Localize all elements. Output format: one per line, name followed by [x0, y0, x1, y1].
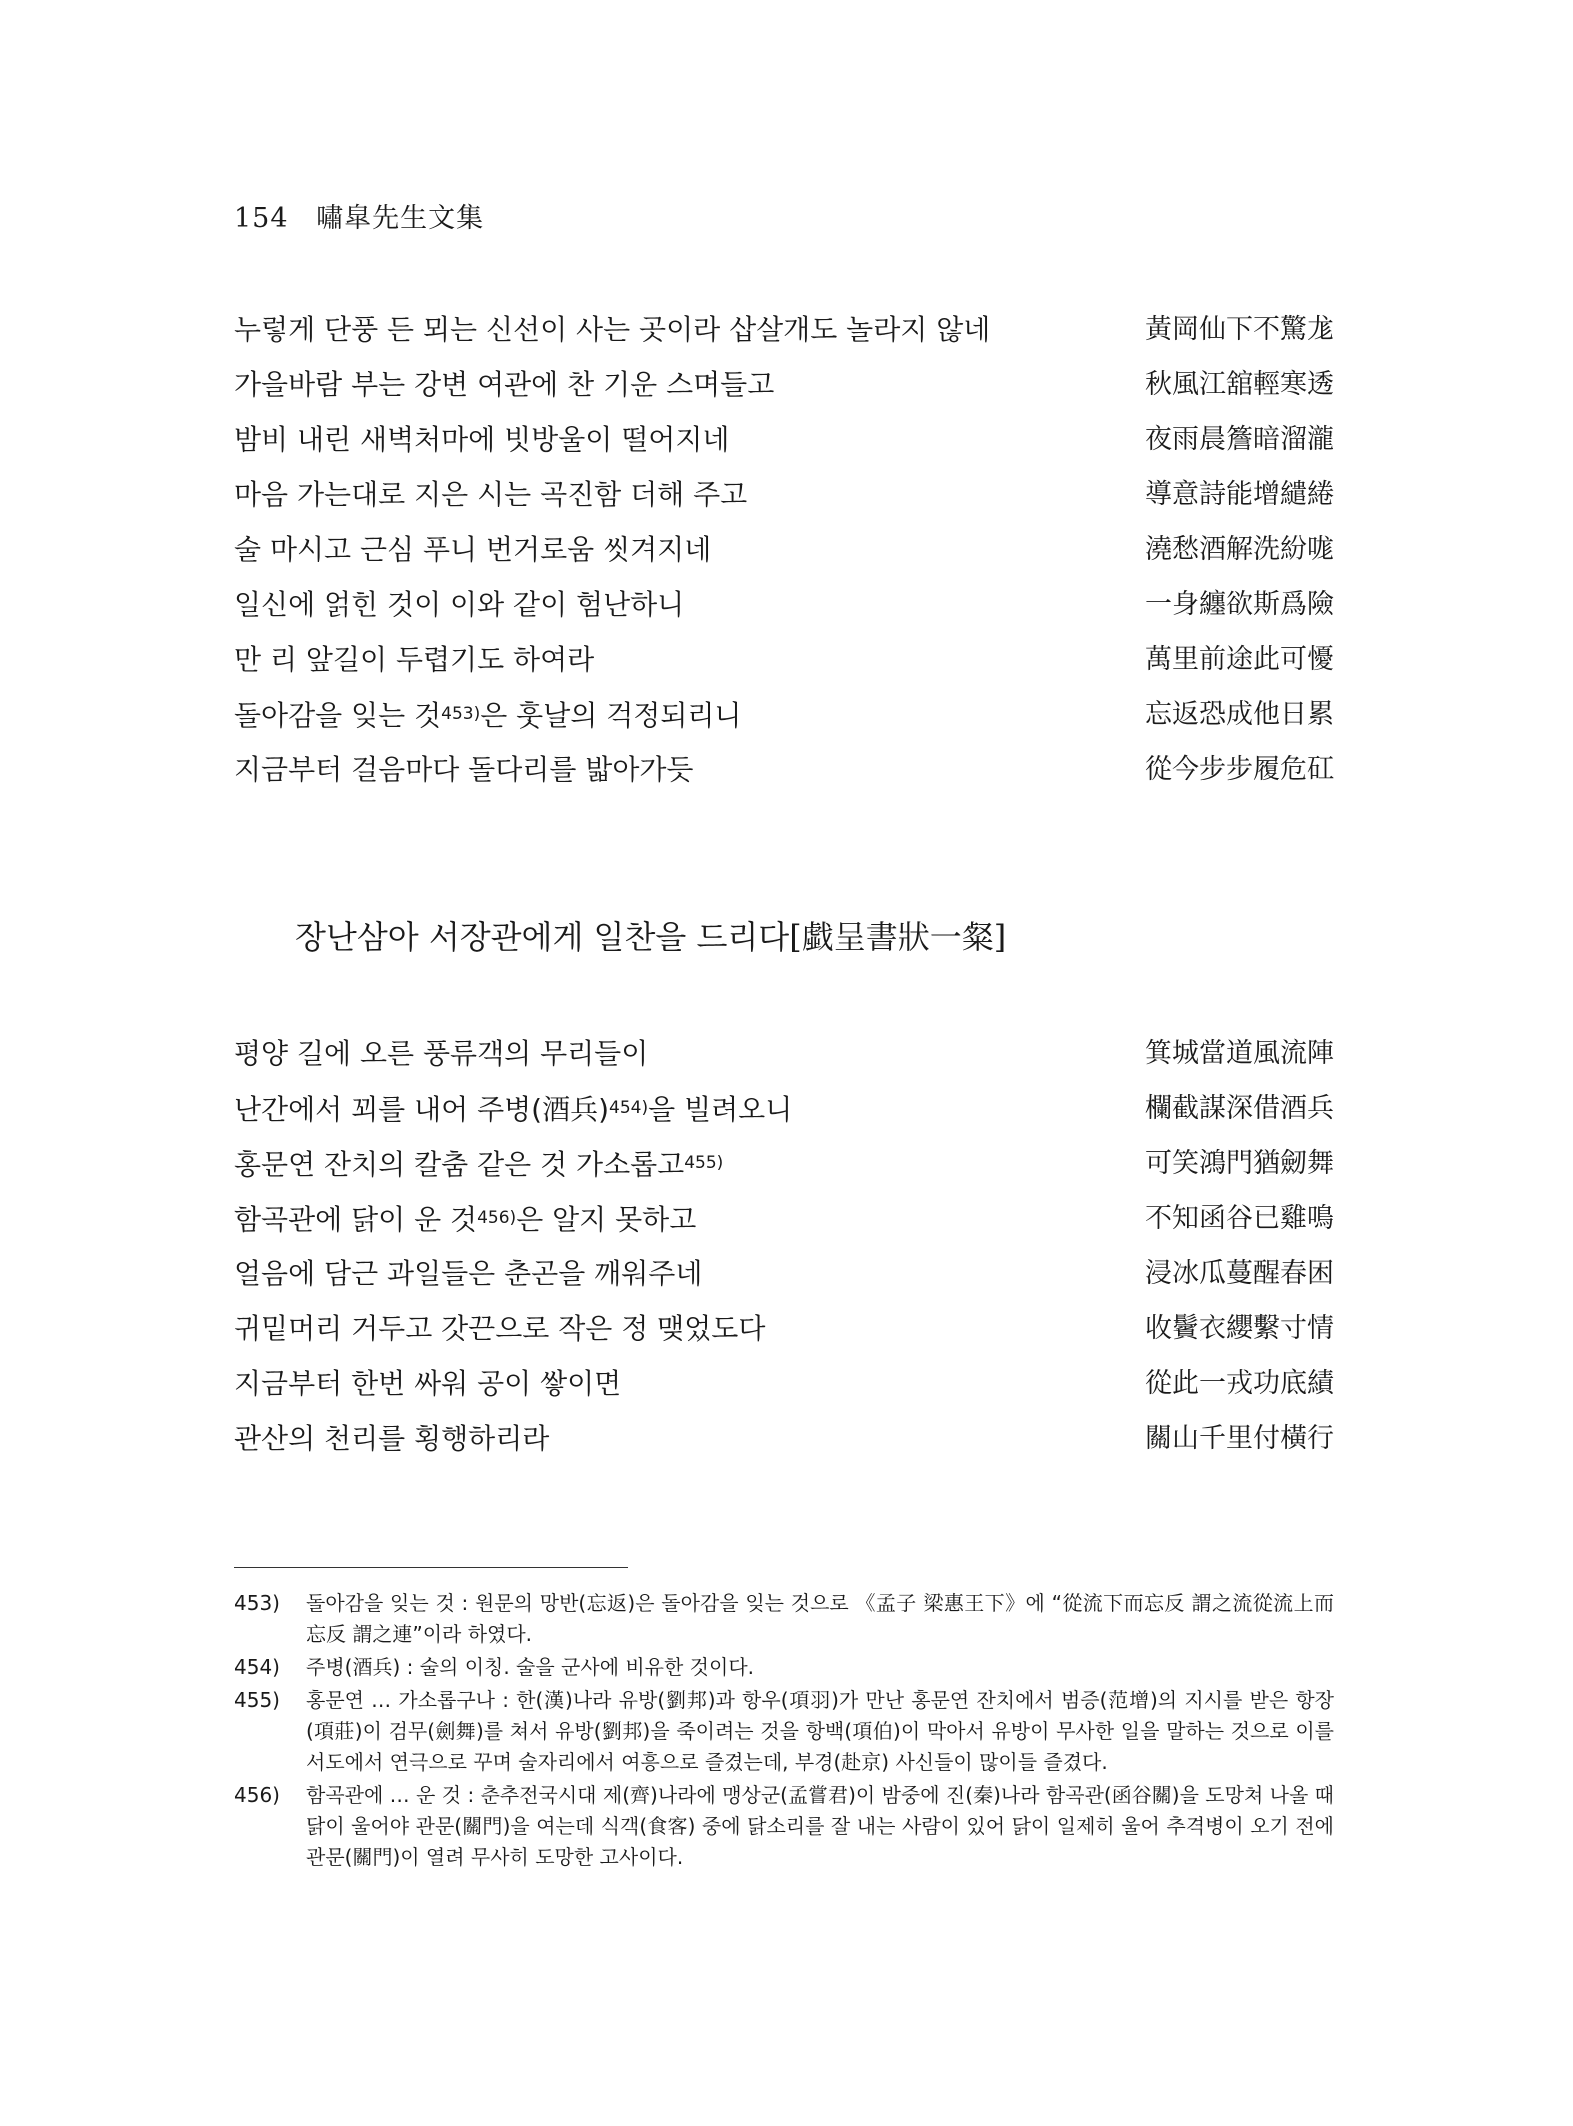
footnotes — [234, 1588, 1334, 1875]
poem-line-korean — [234, 467, 747, 522]
poem-line-korean-text: 밤비 내린 새벽처마에 빗방울이 떨어지네 — [234, 423, 730, 456]
poem-line-korean-text: 만 리 앞길이 두렵기도 하여라 — [234, 643, 595, 676]
poem-line — [234, 1356, 1334, 1411]
poem-line-korean-text: 술 마시고 근심 푸니 번거로움 씻겨지네 — [234, 533, 712, 566]
poem-line — [234, 467, 1334, 522]
footnote — [234, 1588, 1334, 1650]
poem-line — [234, 302, 1334, 357]
poem-line-hanja: 可笑鴻門猶劒舞 — [1145, 1148, 1334, 1179]
footnote-text: 홍문연 … 가소롭구나 : 한(漢)나라 유방(劉邦)과 항우(項羽)가 만난 홍문연 잔치에서 범증(范增)의 지시를 받은 항장(項莊)이 검무(劍舞)를 쳐서 유방(劉邦)을 죽이려는 것을 항백(項伯)이 막아서 유방이 무사한 일을 말하는 것으로 이를 서도에서 연극으로 꾸며 술자리에서 여흥으로 즐겼는데, 부경(赴京) 사신들이 많이들 즐겼다. — [306, 1688, 1334, 1774]
footnote — [234, 1685, 1334, 1778]
poem-line-korean — [234, 1136, 723, 1192]
poem-line — [234, 412, 1334, 467]
poem-line-hanja: 收鬢衣纓繫寸情 — [1145, 1313, 1334, 1344]
footnote — [234, 1780, 1334, 1873]
poem-line-korean — [234, 1026, 648, 1081]
poem-line-hanja: 一身纏欲斯爲險 — [1145, 589, 1334, 620]
poem-line-hanja: 關山千里付橫行 — [1145, 1423, 1334, 1454]
footnote-text: 함곡관에 … 운 것 : 춘추전국시대 제(齊)나라에 맹상군(孟嘗君)이 밤중에 진(秦)나라 함곡관(函谷關)을 도망쳐 나올 때 닭이 울어야 관문(關門)을 여는데 식객(食客) 중에 닭소리를 잘 내는 사람이 있어 닭이 일제히 울어 추격병이 오기 전에 관문(關門)이 열려 무사히 도망한 고사이다. — [306, 1783, 1334, 1869]
poem-title-hanja: [戱呈書狀一粲] — [789, 918, 1007, 956]
poem-line-hanja: 從此一戎功底績 — [1145, 1368, 1334, 1399]
poem-line-korean-text: 지금부터 한번 싸워 공이 쌓이면 — [234, 1367, 622, 1400]
poem-line-korean-text: 평양 길에 오른 풍류객의 무리들이 — [234, 1037, 649, 1070]
footnote-number: 454) — [234, 1655, 280, 1679]
footnote-number: 453) — [234, 1591, 280, 1615]
poem-line — [234, 687, 1334, 742]
poem-line-hanja: 黃岡仙下不驚尨 — [1145, 314, 1334, 345]
poem-line-korean — [234, 357, 774, 412]
book-title: 嘯皐先生文集 — [316, 203, 485, 234]
footnote-marker: 455) — [684, 1153, 724, 1173]
poem-line-hanja: 澆愁酒解洗紛哤 — [1145, 534, 1334, 565]
poem-line — [234, 632, 1334, 687]
poem-line-korean — [234, 412, 729, 467]
poem-line — [234, 1301, 1334, 1356]
poem-line-korean-text: 지금부터 걸음마다 돌다리를 밟아가듯 — [234, 753, 694, 786]
footnote-marker: 454) — [609, 1098, 649, 1118]
poem-line-korean-text: 난간에서 꾀를 내어 주병(酒兵) — [234, 1093, 610, 1126]
footnote-marker: 453) — [441, 704, 481, 724]
footnote — [234, 1652, 1334, 1683]
poem-line — [234, 522, 1334, 577]
poem-line-hanja: 從今步步履危矼 — [1145, 754, 1334, 785]
poem-line-korean-text: 관산의 천리를 횡행하리라 — [234, 1422, 550, 1455]
footnote-divider — [234, 1567, 628, 1568]
poem-line-hanja: 不知函谷已雞鳴 — [1145, 1203, 1334, 1234]
poem-line-korean — [234, 742, 693, 797]
page-number: 154 — [234, 203, 289, 234]
poem-line-hanja: 導意詩能增繾綣 — [1145, 479, 1334, 510]
poem-line-hanja: 萬里前途此可懮 — [1145, 644, 1334, 675]
poem-line-hanja: 浸冰瓜蔓醒春困 — [1145, 1258, 1334, 1289]
poem-line-korean-text: 함곡관에 닭이 운 것 — [234, 1203, 478, 1236]
poem-line-korean-text: 은 알지 못하고 — [516, 1203, 697, 1236]
poem-line — [234, 742, 1334, 797]
poem-line — [234, 577, 1334, 632]
footnote-number: 456) — [234, 1783, 280, 1807]
poem-line-hanja: 箕城當道風流陣 — [1145, 1038, 1334, 1069]
poem-title — [295, 912, 1006, 958]
poem-line-korean — [234, 1301, 765, 1356]
poem-line-korean-text: 귀밑머리 거두고 갓끈으로 작은 정 맺었도다 — [234, 1312, 766, 1345]
poem-line — [234, 1136, 1334, 1191]
poem-line-korean — [234, 1191, 696, 1247]
poem-line-korean-text: 마음 가는대로 지은 시는 곡진함 더해 주고 — [234, 478, 748, 511]
poem-line-korean-text: 일신에 얽힌 것이 이와 같이 험난하니 — [234, 588, 685, 621]
poem-line — [234, 1191, 1334, 1246]
poem-line-korean-text: 은 훗날의 걱정되리니 — [480, 699, 742, 732]
poem-line-korean-text: 가을바람 부는 강변 여관에 찬 기운 스며들고 — [234, 368, 775, 401]
running-header — [234, 196, 484, 235]
poem-line-korean-text: 을 빌려오니 — [648, 1093, 793, 1126]
poem-line-korean-text: 돌아감을 잊는 것 — [234, 699, 442, 732]
poem-line — [234, 1246, 1334, 1301]
poem-line-korean — [234, 577, 684, 632]
footnote-marker: 456) — [477, 1208, 517, 1228]
poem-line — [234, 357, 1334, 412]
poem-line — [234, 1081, 1334, 1136]
poem-line-korean — [234, 302, 990, 357]
poem-line — [234, 1411, 1334, 1466]
poem-second — [234, 1026, 1334, 1466]
footnote-text: 주병(酒兵) : 술의 이칭. 술을 군사에 비유한 것이다. — [306, 1655, 755, 1679]
poem-line-korean — [234, 687, 741, 743]
poem-line-korean — [234, 1246, 702, 1301]
poem-line-korean-text: 얼음에 담근 과일들은 춘곤을 깨워주네 — [234, 1257, 703, 1290]
poem-line-korean — [234, 1411, 549, 1466]
poem-line — [234, 1026, 1334, 1081]
poem-line-hanja: 夜雨晨簷暗溜瀧 — [1145, 424, 1334, 455]
poem-line-korean — [234, 522, 711, 577]
poem-line-korean — [234, 1081, 792, 1137]
footnote-text: 돌아감을 잊는 것 : 원문의 망반(忘返)은 돌아감을 잊는 것으로 《孟子 梁惠王下》에 “從流下而忘反 謂之流從流上而忘反 謂之連”이라 하였다. — [306, 1591, 1334, 1646]
poem-line-korean-text: 홍문연 잔치의 칼춤 같은 것 가소롭고 — [234, 1148, 685, 1181]
poem-line-korean — [234, 1356, 621, 1411]
footnote-number: 455) — [234, 1688, 280, 1712]
poem-line-hanja: 欄截謀深借酒兵 — [1145, 1093, 1334, 1124]
poem-line-hanja: 忘返恐成他日累 — [1145, 699, 1334, 730]
poem-line-hanja: 秋風江舘輕寒透 — [1145, 369, 1334, 400]
poem-line-korean-text: 누렇게 단풍 든 뫼는 신선이 사는 곳이라 삽살개도 놀라지 않네 — [234, 313, 991, 346]
poem-title-korean: 장난삼아 서장관에게 일찬을 드리다 — [295, 918, 790, 956]
poem-line-korean — [234, 632, 594, 687]
poem-first — [234, 302, 1334, 797]
